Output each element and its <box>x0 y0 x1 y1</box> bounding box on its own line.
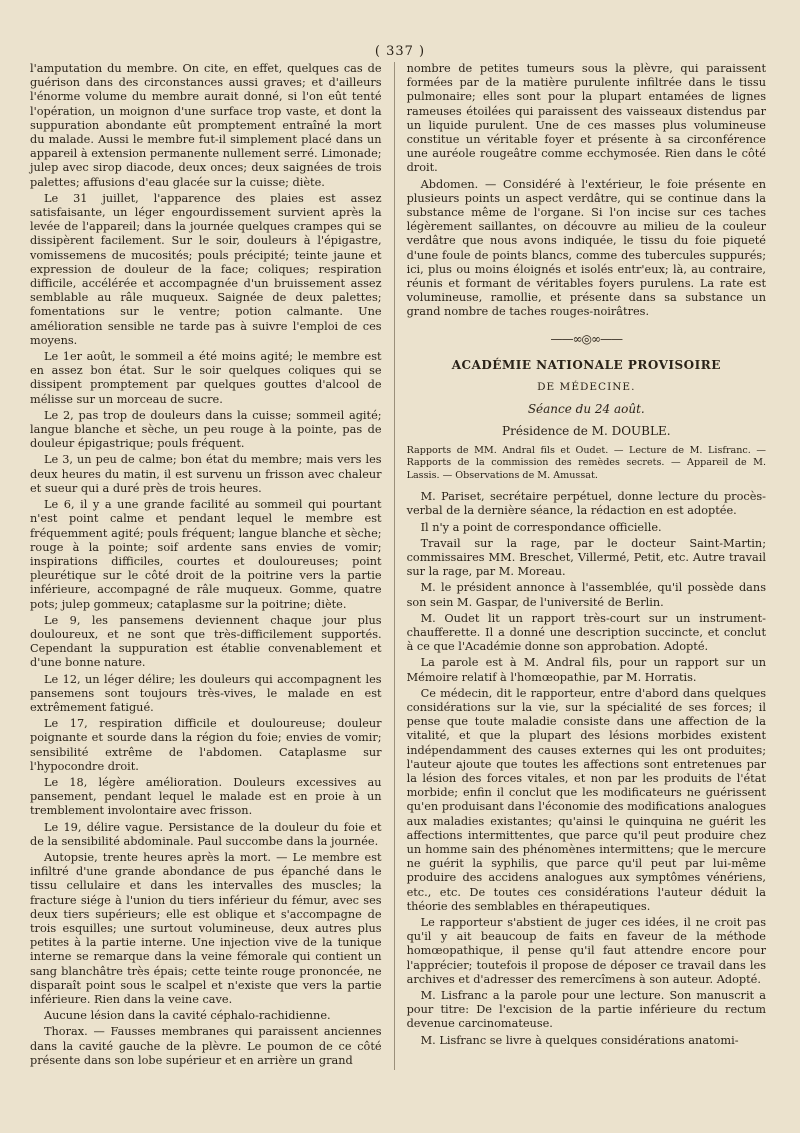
paragraph: M. Oudet lit un rapport très-court sur un instrument-chaufferette. Il a donné une description succincte, et conclut à ce que l'Académie donne son approbation. Adopté. <box>406 611 766 654</box>
paragraph: Le 6, il y a une grande facilité au sommeil qui pourtant n'est point calme et pendant lequel le membre est fréquemment agité; pouls fréquent; langue blanche et sèche; rouge à la pointe; soif ardente sans envies de vomir; inspirations difficiles, courtes et douloureuses; point pleurétique sur le côté droit de la poitrine vers la partie inférieure, accompagné de râle muqueux. Gomme, quatre pots; julep gommeux; cataplasme sur la poitrine; diète. <box>30 498 382 611</box>
paragraph: Le rapporteur s'abstient de juger ces idées, il ne croit pas qu'il y ait beaucoup de faits en faveur de la méthode homœopathique, il pense qu'il faut attendre encore pour l'apprécier; toutefois il propose de déposer ce travail dans les archives et d'adresser des remercîmens à son auteur. Adopté. <box>406 916 766 986</box>
paragraph: Ce médecin, dit le rapporteur, entre d'abord dans quelques considérations sur la vie, sur la spécialité de ses forces; il pense que toute maladie consiste dans une affection de la vitalité, et que la plupart des lésions morbides existent indépendamment des causes externes qui les ont produites; l'auteur ajoute que toutes les affections sont entretenues par la lésion des forces vitales, et non par les produits de l'état morbide; enfin il conclut que les modificateurs ne guérissent qu'en produisant dans l'économie des modifications analogues aux maladies existantes; qu'ainsi le quinquina ne guérit les affections intermittentes, que parce qu'il peut produire chez un homme sain des phénomènes intermittens; que le mercure ne guérit la syphilis, que parce qu'il peut par lui-même produire des accidens analogues aux symptômes vénériens, etc., etc. De toutes ces considérations l'auteur déduit la théorie des semblables en thérapeutiques. <box>406 686 766 913</box>
paragraph: Le 12, un léger délire; les douleurs qui accompagnent les pansemens sont toujours très-vives, le malade en est extrêmement fatigué. <box>30 672 382 714</box>
ornament-separator: ——∞◎∞—— <box>550 331 623 346</box>
section-title: ACADÉMIE NATIONALE PROVISOIRE <box>451 357 721 372</box>
paragraph: Le 2, pas trop de douleurs dans la cuisse; sommeil agité; langue blanche et sèche, un peu rouge à la pointe, pas de douleur épigastrique; pouls fréquent. <box>30 408 382 451</box>
paragraph: Abdomen. — Considéré à l'extérieur, le foie présente en plusieurs points un aspect verdâtre, qui se continue dans la substance même de l'organe. Si l'on incise sur ces taches légèrement saillantes, on découvre au milieu de la couleur verdâtre que nous avons indiquée, le tissu du foie piqueté d'une foule de points blancs, comme des tubercules suppurés; ici, plus ou moins éloignés et isolés entr'eux; là, au contraire, réunis et formant de véritables foyers purulens. La rate est volumineuse, ramollie, et présente dans sa substance un grand nombre de taches rouges-noirâtres. <box>406 177 766 319</box>
paragraph: l'amputation du membre. On cite, en effet, quelques cas de guérison dans des circonstances aussi graves; et d'ailleurs l'énorme volume du membre aurait donné, si l'on eût tenté l'opération, un moignon d'une surface trop vaste, et dont la suppuration abondante eût promptement entraîné la mort du malade. Aussi le membre fut-il simplement placé dans un appareil à extension permanente nullement serré. Limonade; julep avec sirop diacode, deux onces; deux saignées de trois palettes; affusions d'eau glacée sur la cuisse; diète. <box>30 62 382 189</box>
paragraph: Autopsie, trente heures après la mort. — Le membre est infiltré d'une grande abondance de pus épanché dans le tissu cellulaire et dans les intervalles des muscles; la fracture siége à l'union du tiers inférieur du fémur, avec ses deux tiers supérieurs; elle est oblique et s'accompagne de trois esquilles; une surtout volumineuse, deux autres plus petites à la partie interne. Une injection vive de la tunique interne se remarque dans la veine fémorale qui contient un sang blanchâtre très épais; cette teinte rouge prononcée, ne disparaît point sous le scalpel et n'existe que vers la partie inférieure. Rien dans la veine cave. <box>30 850 382 1006</box>
paragraph: Le 9, les pansemens deviennent chaque jour plus douloureux, et ne sont que très-difficilement supportés. Cependant la suppuration est établie convenablement et d'une bonne nature. <box>30 613 382 670</box>
paragraph: nombre de petites tumeurs sous la plèvre, qui paraissent formées par de la matière purulente infiltrée dans le tissu pulmonaire; elles sont pour la plupart entamées de lignes rameuses étoilées qui paraissent des vaisseaux distendus par un liquide purulent. Une de ces masses plus volumineuse constitue un véritable foyer et présente à sa circonférence une auréole rougeâtre comme ecchymosée. Rien dans le côté droit. <box>406 62 766 175</box>
paragraph: Le 31 juillet, l'apparence des plaies est assez satisfaisante, un léger engourdissement survient après la levée de l'appareil; dans la journée quelques crampes qui se dissipèrent facilement. Sur le soir, douleurs à l'épigastre, vomissemens de mucosités; pouls précipité; teinte jaune et expression de douleur de la face; coliques; respiration difficile, accélérée et accompagnée d'un bruissement assez semblable au râle muqueux. Saignée de deux palettes; fomentations sur le ventre; potion calmante. Une amélioration sensible ne tarde pas à suivre l'emploi de ces moyens. <box>30 191 382 347</box>
paragraph: M. Lisfranc a la parole pour une lecture. Son manuscrit a pour titre: De l'excision de la partie inférieure du rectum devenue carcinomateuse. <box>406 989 766 1031</box>
paragraph: Le 18, légère amélioration. Douleurs excessives au pansement, pendant lequel le malade est en proie à un tremblement involontaire avec frisson. <box>30 775 382 818</box>
section-subtitle: DE MÉDECINE. <box>537 381 636 394</box>
presidence: Présidence de M. DOUBLE. <box>502 424 671 439</box>
paragraph: Le 1er août, le sommeil a été moins agité; le membre est en assez bon état. Sur le soir quelques coliques qui se dissipent promptement par quelques gouttes d'alcool de mélisse sur un morceau de sucre. <box>30 350 382 406</box>
paragraph: Le 3, un peu de calme; bon état du membre; mais vers les deux heures du matin, il est survenu un frisson avec chaleur et sueur qui a duré près de trois heures. <box>30 453 382 495</box>
paragraph: Le 17, respiration difficile et douloureuse; douleur poignante et sourde dans la région du foie; envies de vomir; sensibilité extrême de l'abdomen. Cataplasme sur l'hypocondre droit. <box>30 717 382 773</box>
session-date: Séance du 24 août. <box>527 402 645 417</box>
right-column <box>395 62 766 1070</box>
page-number: ( 337 ) <box>374 44 426 59</box>
session-summary: Rapports de MM. Andral fils et Oudet. — Lecture de M. Lisfranc. — Rapports de la commission des remèdes secrets. — Appareil de M. Lassis. — Observations de M. Amussat. <box>406 444 766 481</box>
paragraph: Thorax. — Fausses membranes qui paraissent anciennes dans la cavité gauche de la plèvre. Le poumon de ce côté présente dans son lobe supérieur et en arrière un grand <box>30 1025 382 1067</box>
paragraph: M. Lisfranc se livre à quelques considérations anatomi- <box>420 1033 739 1047</box>
paragraph: Le 19, délire vague. Persistance de la douleur du foie et de la sensibilité abdominale. Paul succombe dans la journée. <box>30 820 382 848</box>
paragraph: La parole est à M. Andral fils, pour un rapport sur un Mémoire relatif à l'homœopathie, par M. Horratis. <box>406 656 766 684</box>
paragraph: M. le président annonce à l'assemblée, qu'il possède dans son sein M. Gaspar, de l'université de Berlin. <box>406 581 766 609</box>
paragraph: Aucune lésion dans la cavité céphalo-rachidienne. <box>44 1009 331 1023</box>
paragraph: M. Pariset, secrétaire perpétuel, donne lecture du procès-verbal de la dernière séance, la rédaction en est adoptée. <box>406 490 766 518</box>
paragraph: Il n'y a point de correspondance officielle. <box>420 520 662 534</box>
two-column-body <box>30 62 766 1070</box>
paragraph: Travail sur la rage, par le docteur Saint-Martin; commissaires MM. Breschet, Villermé, Petit, etc. Autre travail sur la rage, par M. Moreau. <box>406 536 766 579</box>
left-column <box>30 62 395 1070</box>
